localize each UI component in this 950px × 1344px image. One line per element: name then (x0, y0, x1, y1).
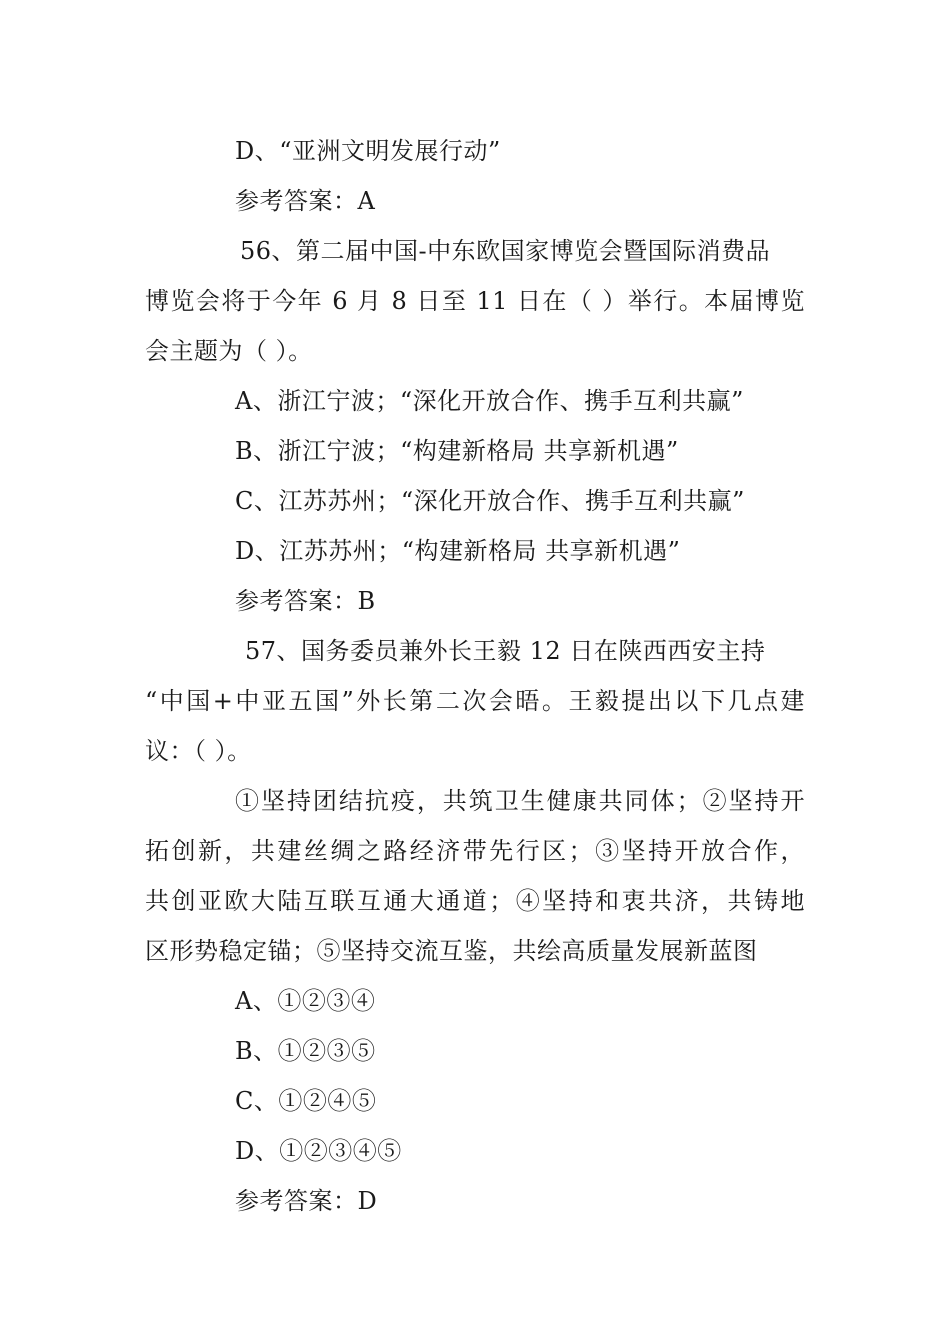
q56-option-b: B、浙江宁波；“构建新格局 共享新机遇” (235, 437, 679, 465)
q57-items-line3: 共创亚欧大陆互联互通大通道；④坚持和衷共济，共铸地 (145, 887, 805, 915)
q57-stem-line3: 议：（ ）。 (145, 737, 252, 765)
q57-option-b: B、①②③⑤ (235, 1037, 376, 1065)
q57-answer: 参考答案：D (235, 1187, 378, 1215)
q56-answer: 参考答案：B (235, 587, 376, 615)
q56-stem-line1: 56、第二届中国-中东欧国家博览会暨国际消费品 (240, 237, 771, 265)
q57-items-line1: ①坚持团结抗疫，共筑卫生健康共同体；②坚持开 (235, 787, 805, 815)
q57-option-a: A、①②③④ (235, 987, 376, 1015)
q57-stem-line2: “中国+中亚五国”外长第二次会晤。王毅提出以下几点建 (145, 687, 805, 715)
q55-answer: 参考答案：A (235, 187, 376, 215)
q56-stem-line2: 博览会将于今年 6 月 8 日至 11 日在（ ）举行。本届博览 (145, 287, 805, 315)
q55-option-d: D、“亚洲文明发展行动” (235, 137, 501, 165)
q57-items-line2: 拓创新，共建丝绸之路经济带先行区；③坚持开放合作， (145, 837, 805, 865)
q57-items-line4: 区形势稳定锚；⑤坚持交流互鉴，共绘高质量发展新蓝图 (145, 937, 758, 965)
q57-option-d: D、①②③④⑤ (235, 1137, 402, 1165)
q56-option-c: C、江苏苏州；“深化开放合作、携手互利共赢” (235, 487, 745, 515)
q57-stem-line1: 57、国务委员兼外长王毅 12 日在陕西西安主持 (245, 637, 766, 665)
q56-stem-line3: 会主题为（ ）。 (145, 337, 313, 365)
q57-option-c: C、①②④⑤ (235, 1087, 377, 1115)
q56-option-a: A、浙江宁波；“深化开放合作、携手互利共赢” (235, 387, 744, 415)
q56-option-d: D、江苏苏州；“构建新格局 共享新机遇” (235, 537, 681, 565)
